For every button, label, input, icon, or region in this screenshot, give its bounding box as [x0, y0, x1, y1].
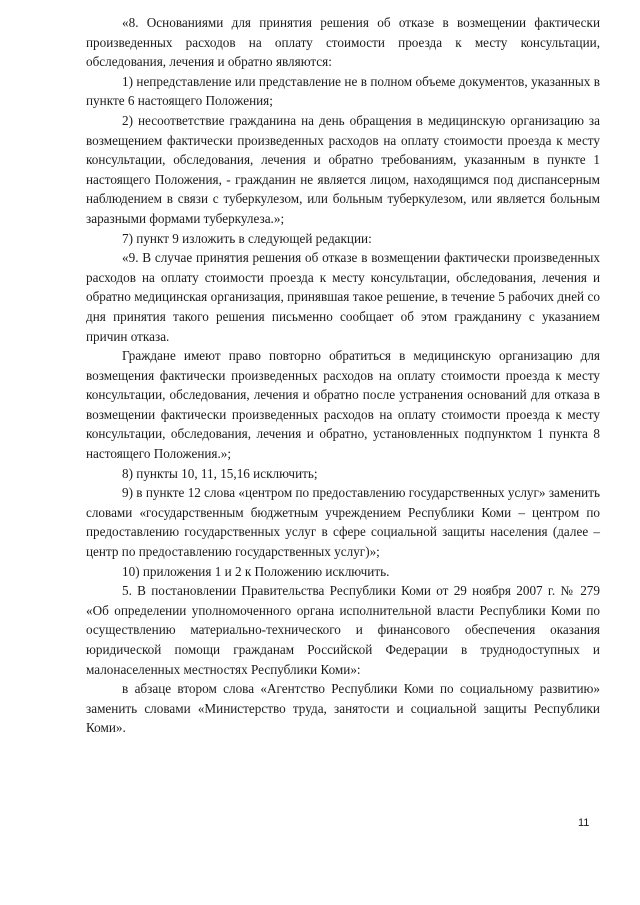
paragraph-8-item-2: 2) несоответствие гражданина на день обращения в медицинскую организацию за возмещением фактически произведенных расходов на оплату стоимости проезда к месту консультации, обследования, лечения и обратно требованиям, указанным в пункте 1 настоящего Положения, - гражданин не является лицом, находящимся под диспансерным наблюдением в связи с туберкулезом, или больным туберкулезом, или является больным заразными формами туберкулеза.»;	[86, 112, 600, 226]
paragraph-9-repeat: Граждане имеют право повторно обратиться в медицинскую организацию для возмещения фактически произведенных расходов на оплату стоимости проезда к месту консультации, обследования, лечения и обратно после устранения оснований для отказа в возмещении фактически произведенных расходов на оплату стоимости проезда к месту консультации, обследования, лечения и обратно, установленных подпунктом 1 пункта 8 настоящего Положения.»;	[86, 348, 600, 462]
paragraph-10: 10) приложения 1 и 2 к Положению исключить.	[122, 563, 390, 579]
paragraph-8-item-1: 1) непредставление или представление не в полном объеме документов, указанных в пункте 6 настоящего Положения;	[86, 73, 600, 109]
paragraph-5-abzac: в абзаце втором слова «Агентство Республики Коми по социальному развитию» заменить словами «Министерство труда, занятости и социальной защиты Республики Коми».	[86, 681, 600, 736]
paragraph-8-header: «8. Основаниями для принятия решения об отказе в возмещении фактически произведенных расходов на оплату стоимости проезда к месту консультации, обследования, лечения и обратно являются:	[86, 15, 600, 70]
paragraph-5: 5. В постановлении Правительства Республики Коми от 29 ноября 2007 г. № 279 «Об определении уполномоченного органа исполнительной власти Республики Коми по осуществлению материально-технического и финансового обеспечения оказания юридической помощи гражданам Российской Федерации в труднодоступных и малонаселенных местностях Республики Коми»:	[86, 583, 600, 677]
paragraph-7: 7) пункт 9 изложить в следующей редакции:	[122, 230, 372, 246]
document-body	[86, 13, 600, 738]
paragraph-8-exclude: 8) пункты 10, 11, 15,16 исключить;	[122, 465, 318, 481]
paragraph-9-replace: 9) в пункте 12 слова «центром по предоставлению государственных услуг» заменить словами «государственным бюджетным учреждением Республики Коми – центром по предоставлению государственных услуг в сфере социальной защиты населения (далее – центр по предоставлению государственных услуг)»;	[86, 485, 600, 560]
paragraph-9-text: «9. В случае принятия решения об отказе в возмещении фактически произведенных расходов на оплату стоимости проезда к месту консультации, обследования, лечения и обратно медицинская организация, принявшая такое решение, в течение 5 рабочих дней со дня принятия такого решения письменно сообщает об этом гражданину с указанием причин отказа.	[86, 250, 600, 344]
page-number: 11	[578, 817, 590, 829]
